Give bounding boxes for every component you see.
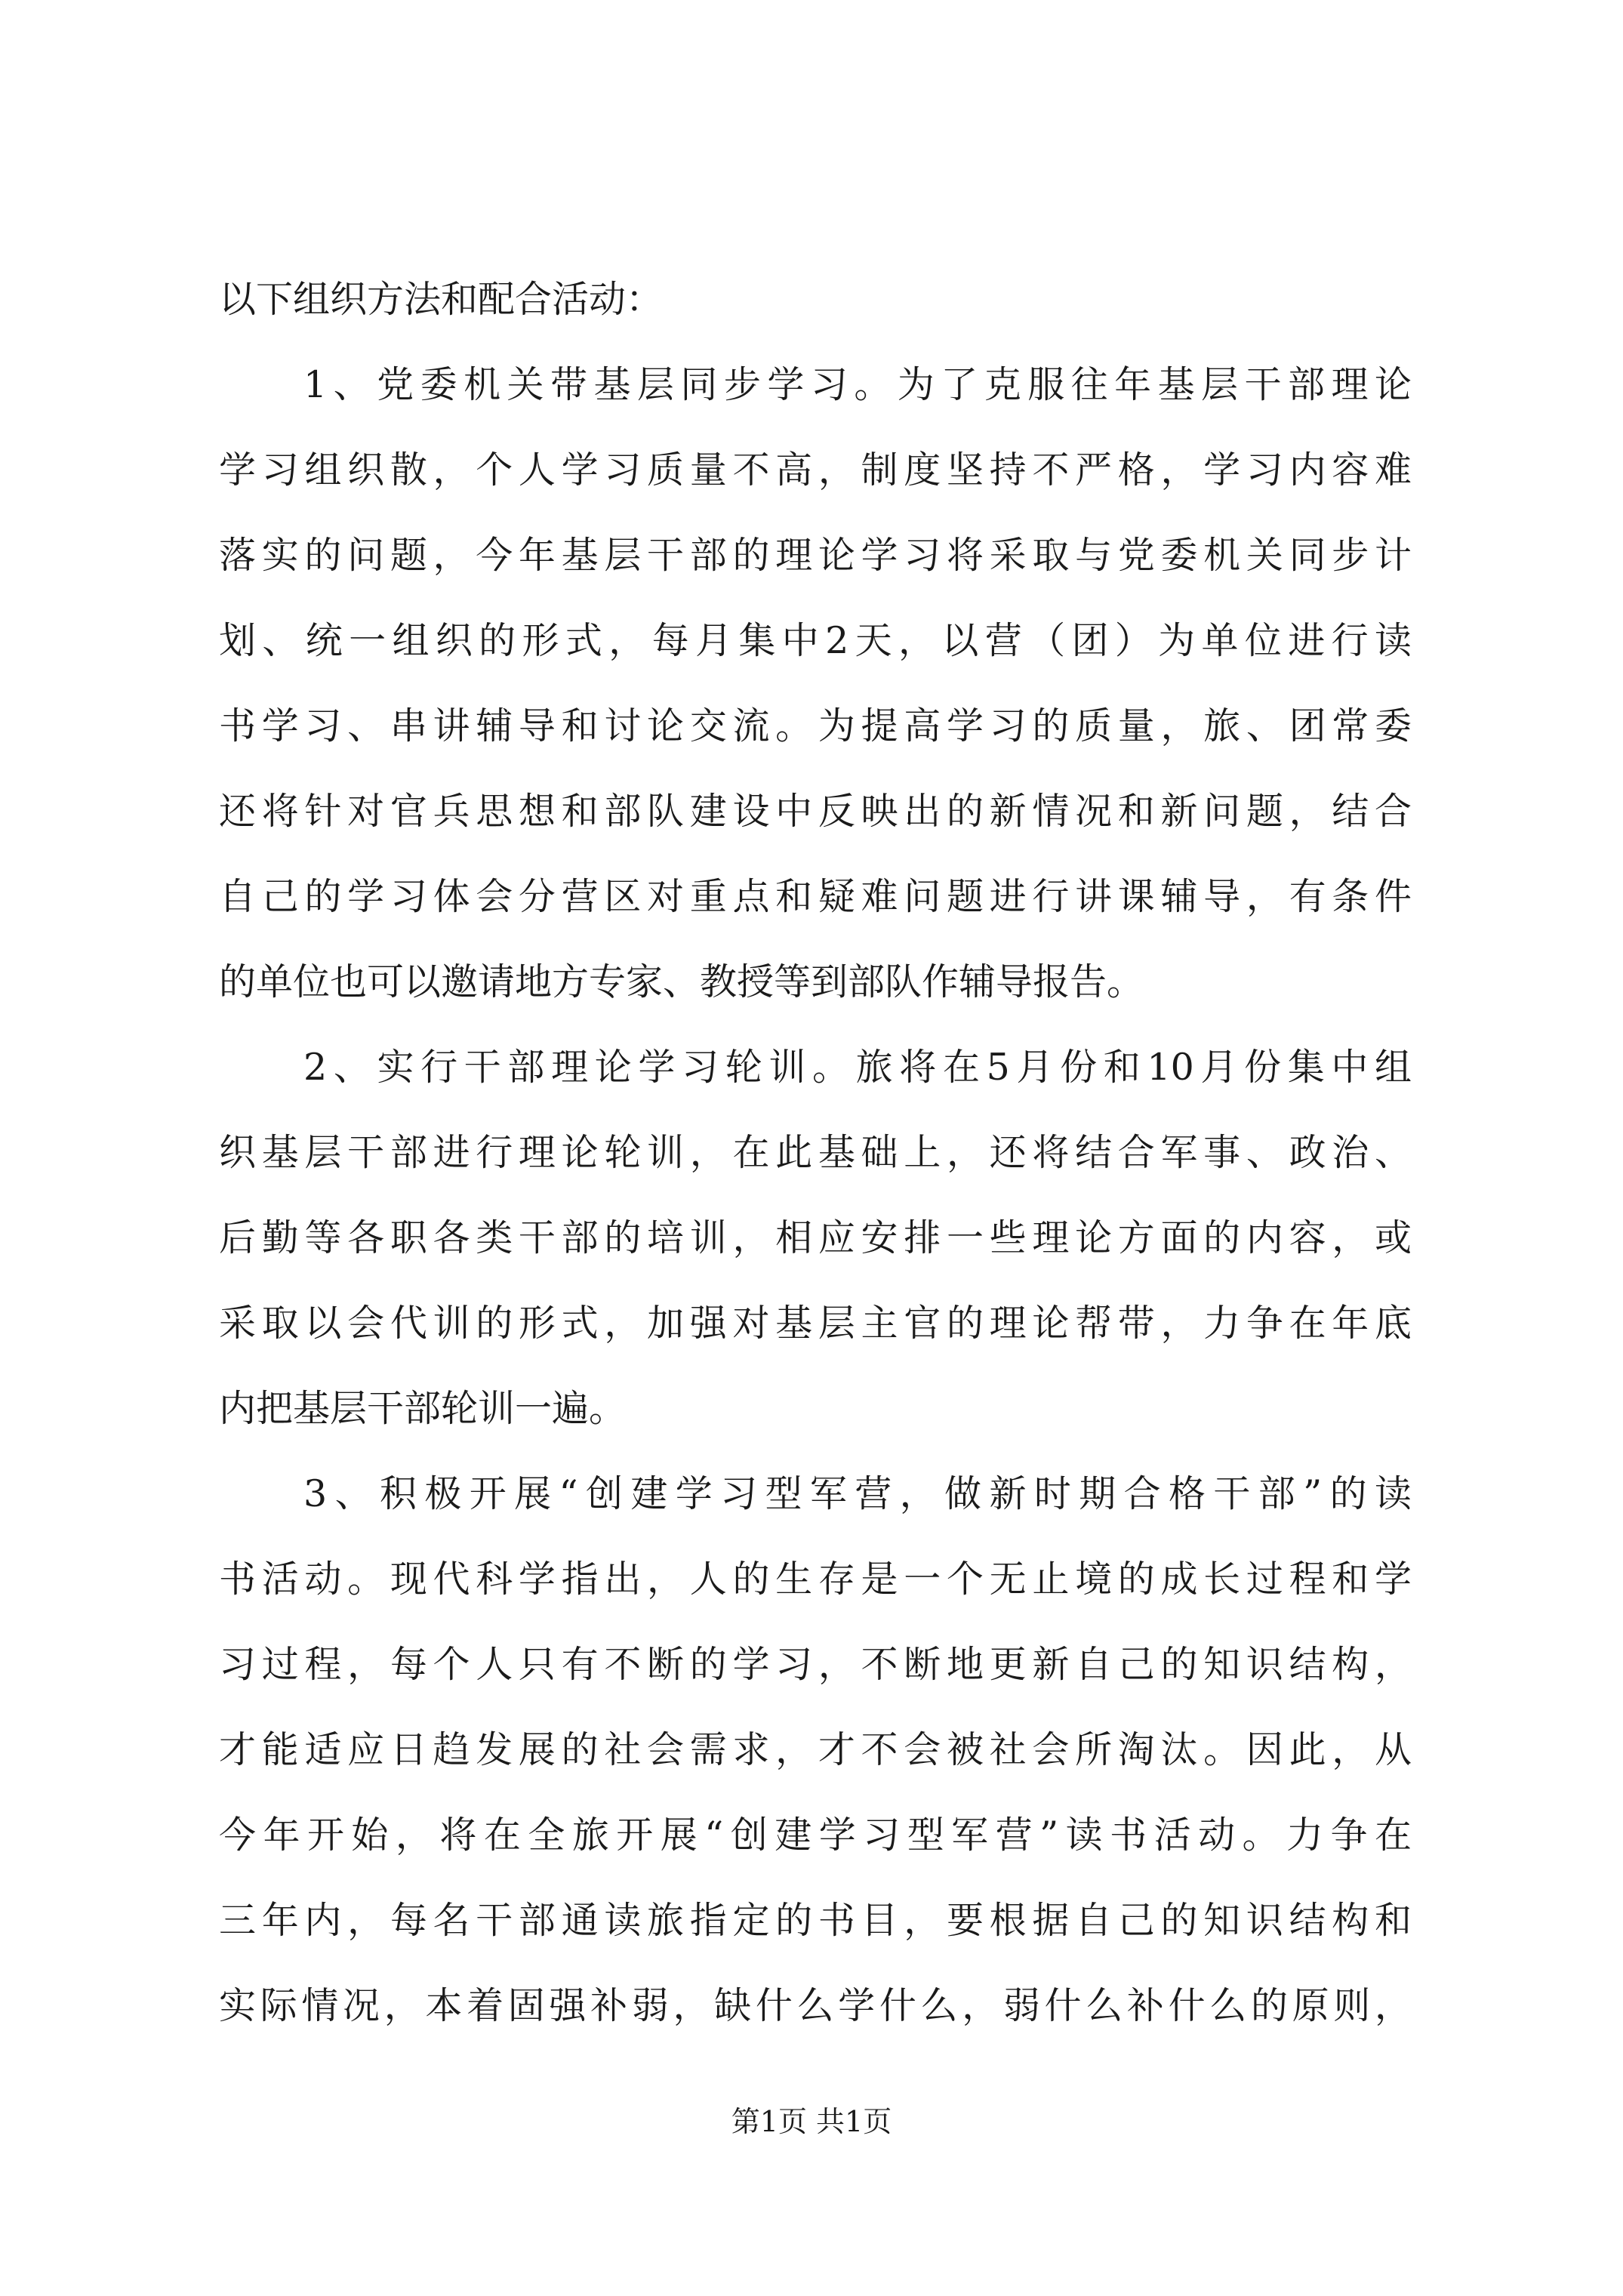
- text-line: 3、积极开展“创建学习型军营，做新时期合格干部”的读: [303, 1472, 1412, 1515]
- text-line: 习过程，每个人只有不断的学习，不断地更新自己的知识结构，: [219, 1643, 1412, 1686]
- document-body: [219, 257, 1412, 2048]
- text-line: 以下组织方法和配合活动：: [219, 278, 664, 321]
- text-line: 还将针对官兵思想和部队建设中反映出的新情况和新问题，结合: [219, 790, 1412, 833]
- text-line: 织基层干部进行理论轮训，在此基础上，还将结合军事、政治、: [219, 1131, 1412, 1174]
- text-line: 学习组织散，个人学习质量不高，制度坚持不严格，学习内容难: [219, 448, 1412, 492]
- text-line: 才能适应日趋发展的社会需求，才不会被社会所淘汰。因此，从: [219, 1728, 1412, 1771]
- page-footer: 第1页 共1页: [731, 2105, 892, 2138]
- text-line: 内把基层干部轮训一遍。: [219, 1387, 627, 1430]
- text-line: 2、实行干部理论学习轮训。旅将在5月份和10月份集中组: [303, 1046, 1412, 1089]
- text-line: 书活动。现代科学指出，人的生存是一个无止境的成长过程和学: [219, 1558, 1412, 1601]
- text-line: 自己的学习体会分营区对重点和疑难问题进行讲课辅导，有条件: [219, 875, 1412, 918]
- text-line: 三年内，每名干部通读旅指定的书目，要根据自己的知识结构和: [219, 1899, 1412, 1942]
- text-line: 今年开始，将在全旅开展“创建学习型军营”读书活动。力争在: [219, 1814, 1412, 1857]
- text-line: 后勤等各职各类干部的培训，相应安排一些理论方面的内容，或: [219, 1216, 1412, 1259]
- text-line: 落实的问题，今年基层干部的理论学习将采取与党委机关同步计: [219, 534, 1412, 577]
- text-line: 1、党委机关带基层同步学习。为了克服往年基层干部理论: [303, 363, 1412, 406]
- text-line: 书学习、串讲辅导和讨论交流。为提高学习的质量，旅、团常委: [219, 704, 1412, 747]
- text-line: 实际情况，本着固强补弱，缺什么学什么，弱什么补什么的原则，: [219, 1984, 1412, 2027]
- text-line: 采取以会代训的形式，加强对基层主官的理论帮带，力争在年底: [219, 1302, 1412, 1345]
- text-line: 划、统一组织的形式，每月集中2天，以营（团）为单位进行读: [219, 619, 1412, 662]
- text-line: 的单位也可以邀请地方专家、教授等到部队作辅导报告。: [219, 960, 1144, 1003]
